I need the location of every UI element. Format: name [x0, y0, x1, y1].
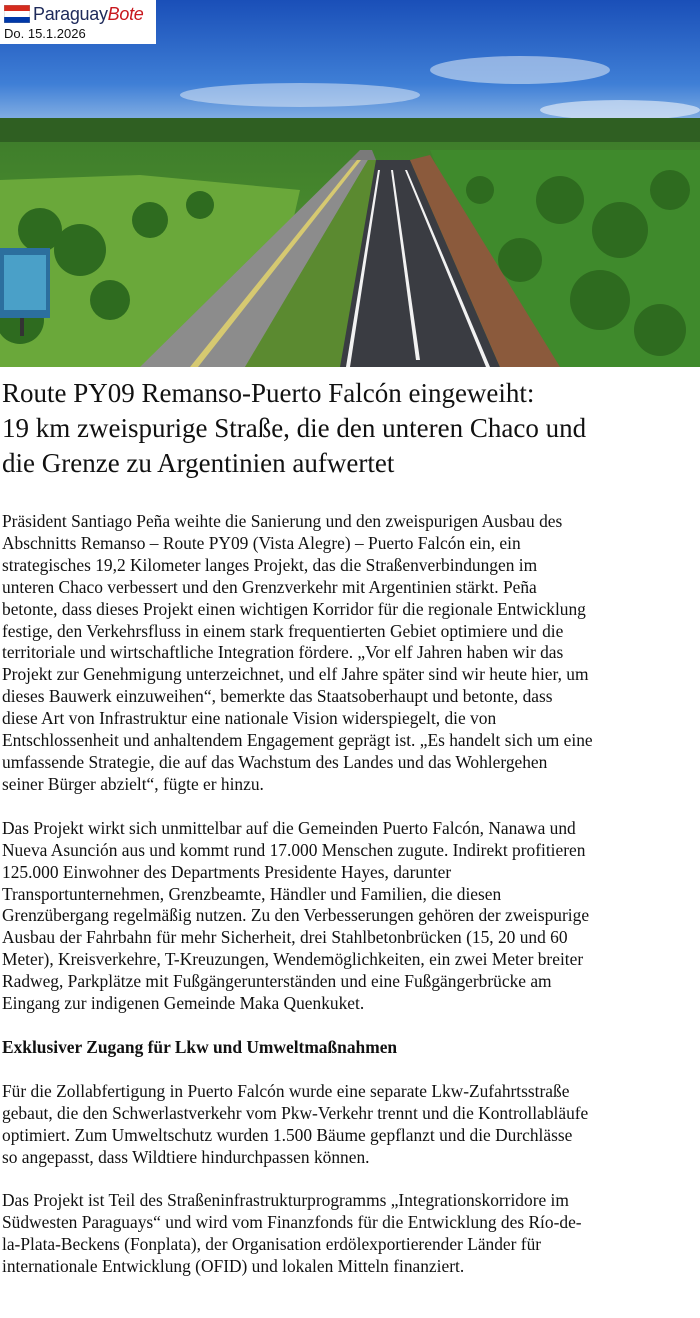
text-line: betonte, dass dieses Projekt einen wichtigen Korridor für die regionale Entwicklung	[2, 598, 586, 619]
text-line: Nueva Asunción aus und kommt rund 17.000 Menschen zugute. Indirekt profitieren	[2, 839, 586, 860]
masthead	[0, 0, 156, 44]
logo-text	[33, 4, 144, 25]
text-line: gebaut, die den Schwerlastverkehr vom Pkw-Verkehr trennt und die Kontrollabläufe	[2, 1102, 589, 1123]
paraguay-flag-icon	[4, 5, 30, 23]
text-line: Für die Zollabfertigung in Puerto Falcón wurde eine separate Lkw-Zufahrtsstraße	[2, 1080, 570, 1101]
logo-part-2: Bote	[107, 3, 144, 24]
text-line: dieses Bauwerk einzuweihen“, bemerkte das Staatsoberhaupt und betonte, dass	[2, 686, 553, 707]
article-headline	[2, 376, 696, 481]
text-line: Entschlossenheit und anhaltendem Engagement geprägt ist. „Es handelt sich um eine	[2, 730, 593, 751]
issue-date: Do. 15.1.2026	[4, 26, 86, 41]
paragraph-2	[2, 818, 698, 1015]
text-line: la-Plata-Beckens (Fonplata), der Organisation erdölexportierender Länder für	[2, 1234, 542, 1255]
paragraph-4	[2, 1190, 698, 1278]
section-subheading: Exklusiver Zugang für Lkw und Umweltmaßnahmen	[2, 1036, 398, 1057]
text-line: unteren Chaco verbessert und den Grenzverkehr mit Argentinien stärkt. Peña	[2, 576, 537, 597]
text-line: so angepasst, dass Wildtiere hindurchpassen können.	[2, 1146, 370, 1167]
text-line: Südwesten Paraguays“ und wird vom Finanzfonds für die Entwicklung des Río-de-	[2, 1212, 582, 1233]
text-line: Präsident Santiago Peña weihte die Sanierung und den zweispurigen Ausbau des	[2, 511, 563, 531]
text-line: diese Art von Infrastruktur eine nationale Vision widerspiegelt, die von	[2, 708, 497, 729]
text-line: Abschnitts Remanso – Route PY09 (Vista Alegre) – Puerto Falcón ein, ein	[2, 532, 521, 553]
text-line: internationale Entwicklung (OFID) und lokalen Mitteln finanziert.	[2, 1256, 465, 1277]
hero-image	[0, 0, 700, 367]
logo[interactable]	[4, 3, 152, 25]
text-line: Meter), Kreisverkehre, T-Kreuzungen, Wendemöglichkeiten, ein zwei Meter breiter	[2, 949, 584, 970]
text-line: Transportunternehmen, Grenzbeamte, Händler und Familien, die diesen	[2, 883, 502, 904]
text-line: Eingang zur indigenen Gemeinde Maka Quenkuket.	[2, 993, 365, 1014]
text-line: festige, den Verkehrsfluss in einem stark frequentierten Gebiet optimiere und die	[2, 620, 564, 641]
logo-part-1: Paraguay	[33, 3, 108, 24]
headline-line: 19 km zweispurige Straße, die den unteren Chaco und	[2, 413, 587, 443]
text-line: strategisches 19,2 Kilometer langes Projekt, das die Straßenverbindungen im	[2, 554, 538, 575]
text-line: Das Projekt wirkt sich unmittelbar auf die Gemeinden Puerto Falcón, Nanawa und	[2, 817, 576, 838]
text-line: optimiert. Zum Umweltschutz wurden 1.500 Bäume gepflanzt und die Durchlässe	[2, 1124, 573, 1145]
text-line: territoriale und wirtschaftliche Integration fördere. „Vor elf Jahren haben wir das	[2, 642, 564, 663]
text-line: Projekt zur Genehmigung unterzeichnet, und elf Jahre später sind wir heute hier, um	[2, 664, 589, 685]
paragraph-3	[2, 1081, 698, 1169]
text-line: Grenzübergang regelmäßig nutzen. Zu den Verbesserungen gehören der zweispurige	[2, 905, 590, 926]
paragraph-1	[2, 511, 698, 796]
text-line: umfassende Strategie, die auf das Wachstum des Landes und das Wohlergehen	[2, 751, 548, 772]
headline-line: Route PY09 Remanso-Puerto Falcón eingeweiht:	[2, 378, 535, 408]
article-body	[2, 511, 698, 1278]
text-line: 125.000 Einwohner des Departments Presidente Hayes, darunter	[2, 861, 452, 882]
text-line: Radweg, Parkplätze mit Fußgängerunterständen und eine Fußgängerbrücke am	[2, 971, 552, 992]
highway-landscape-photo	[0, 0, 700, 367]
text-line: Das Projekt ist Teil des Straßeninfrastrukturprogramms „Integrationskorridore im	[2, 1190, 569, 1211]
headline-line: die Grenze zu Argentinien aufwertet	[2, 448, 395, 478]
text-line: seiner Bürger abzielt“, fügte er hinzu.	[2, 773, 264, 794]
text-line: Ausbau der Fahrbahn für mehr Sicherheit, drei Stahlbetonbrücken (15, 20 und 60	[2, 927, 568, 948]
